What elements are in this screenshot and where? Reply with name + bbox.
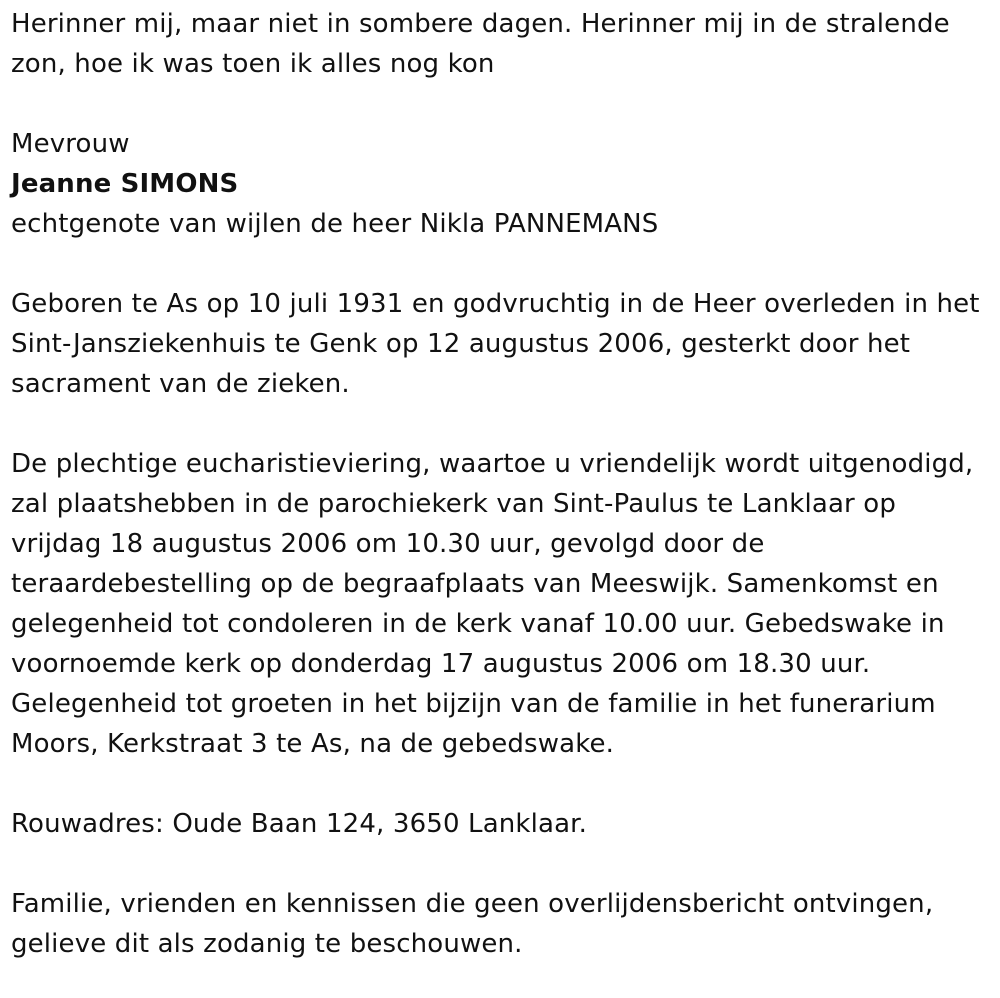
paragraph-line: Moors, Kerkstraat 3 te As, na de gebedswake.: [11, 729, 615, 759]
obituary-document: [11, 4, 996, 964]
paragraph-line: vrijdag 18 augustus 2006 om 10.30 uur, gevolgd door de: [11, 529, 765, 559]
paragraph-line: voornoemde kerk op donderdag 17 augustus 2006 om 18.30 uur.: [11, 649, 871, 679]
paragraph-line: Gelegenheid tot groeten in het bijzijn van de familie in het funerarium: [11, 689, 936, 719]
paragraph-line: gelegenheid tot condoleren in de kerk vanaf 10.00 uur. Gebedswake in: [11, 609, 945, 639]
deceased-name: Jeanne SIMONS: [11, 169, 239, 199]
paragraph-line: sacrament van de zieken.: [11, 369, 350, 399]
spacer: [11, 84, 996, 124]
spacer: [11, 844, 996, 884]
paragraph-line: Geboren te As op 10 juli 1931 en godvruchtig in de Heer overleden in het: [11, 289, 980, 319]
spacer: [11, 764, 996, 804]
paragraph-line: Familie, vrienden en kennissen die geen overlijdensbericht ontvingen,: [11, 889, 934, 919]
closing-paragraph: [11, 884, 996, 964]
motto-line: Herinner mij, maar niet in sombere dagen. Herinner mij in de stralende: [11, 9, 950, 39]
paragraph-line: zal plaatshebben in de parochiekerk van Sint-Paulus te Lanklaar op: [11, 489, 896, 519]
ceremony-paragraph: [11, 444, 996, 764]
spacer: [11, 244, 996, 284]
paragraph-line: teraardebestelling op de begraafplaats van Meeswijk. Samenkomst en: [11, 569, 939, 599]
spacer: [11, 404, 996, 444]
spouse-line: echtgenote van wijlen de heer Nikla PANNEMANS: [11, 209, 659, 239]
motto-line: zon, hoe ik was toen ik alles nog kon: [11, 49, 495, 79]
paragraph-line: Sint-Jansziekenhuis te Genk op 12 augustus 2006, gesterkt door het: [11, 329, 911, 359]
birth-death-paragraph: [11, 284, 996, 404]
mourning-address: Rouwadres: Oude Baan 124, 3650 Lanklaar.: [11, 809, 588, 839]
paragraph-line: gelieve dit als zodanig te beschouwen.: [11, 929, 523, 959]
salutation: Mevrouw: [11, 129, 130, 159]
paragraph-line: De plechtige eucharistieviering, waartoe u vriendelijk wordt uitgenodigd,: [11, 449, 974, 479]
motto-paragraph: [11, 4, 996, 84]
